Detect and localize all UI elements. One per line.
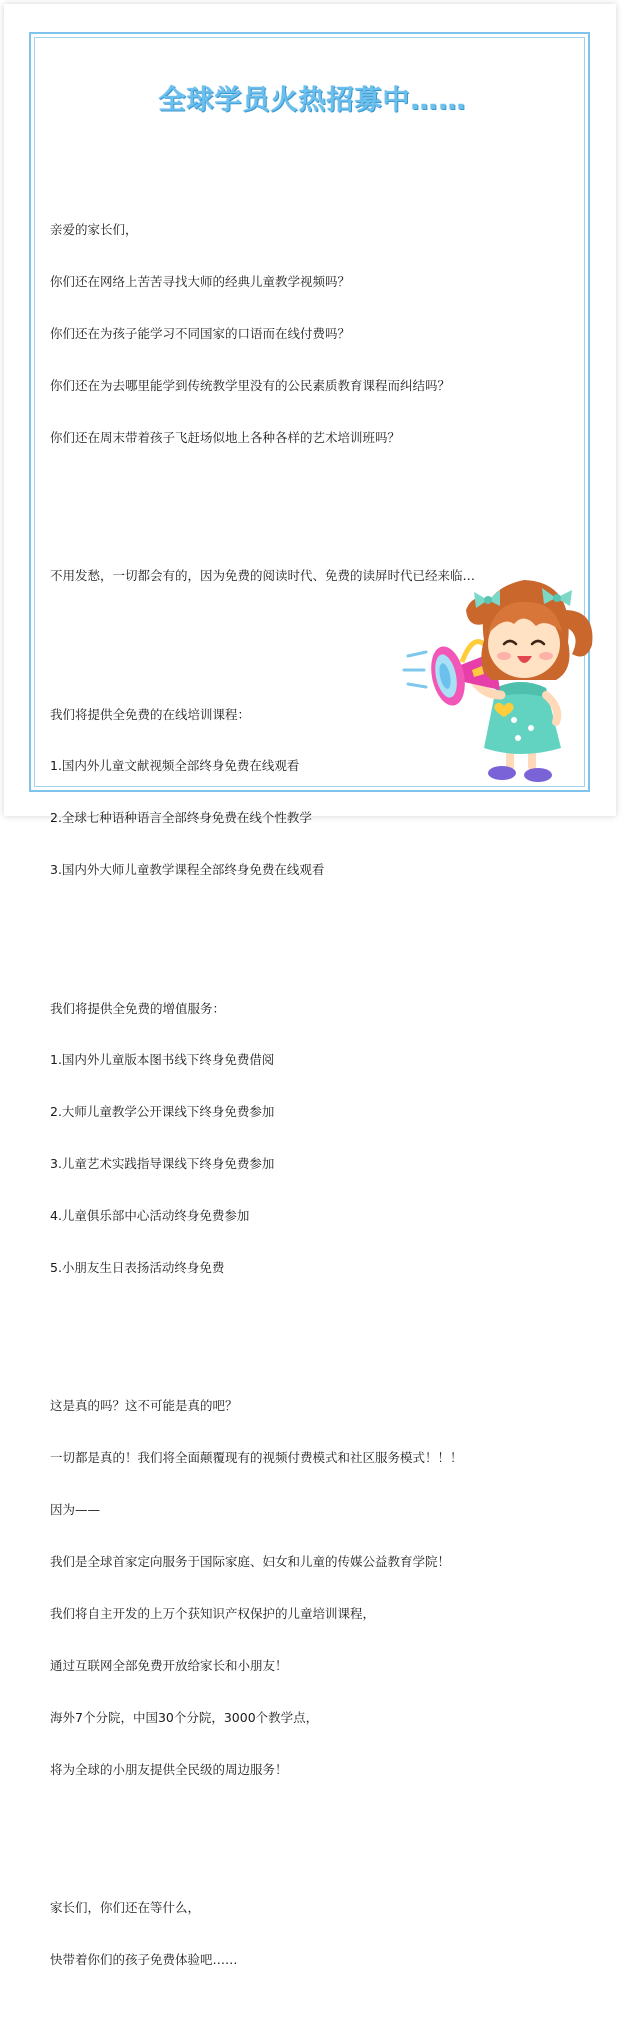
article-body [50,152,590,2037]
text-line: 你们还在周末带着孩子飞赶场似地上各种各样的艺术培训班吗？ [50,429,401,445]
text-line: 通过互联网全部免费开放给家长和小朋友！ [50,1657,288,1673]
text-line: 我们将提供全免费的在线培训课程： [50,706,251,722]
sound-wave-icon [404,652,426,687]
text-line: 一切都是真的！我们将全面颠覆现有的视频付费模式和社区服务模式！！！ [50,1450,463,1466]
text-line: 你们还在为去哪里能学到传统教学里没有的公民素质教育课程而纠结吗？ [50,377,451,393]
text-line: 我们将自主开发的上万个获知识产权保护的儿童培训课程， [50,1605,376,1621]
text-line: 不用发愁，一切都会有的，因为免费的阅读时代、免费的读屏时代已经来临… [50,568,476,584]
text-line: 1.国内外儿童文献视频全部终身免费在线观看 [50,758,300,774]
paragraph-value-services [50,965,590,1311]
text-line: 2.大师儿童教学公开课线下终身免费参加 [50,1104,275,1120]
girl-with-megaphone-icon [396,570,616,795]
text-line: 亲爱的家长们， [50,222,138,238]
text-line: 你们还在为孩子能学习不同国家的口语而在线付费吗？ [50,325,351,341]
text-line: 快带着你们的孩子免费体验吧…… [50,1951,238,1967]
text-line: 3.儿童艺术实践指导课线下终身免费参加 [50,1156,275,1172]
paragraph-closing [50,1864,590,2002]
text-line: 2.全球七种语种语言全部终身免费在线个性教学 [50,810,312,826]
text-line: 因为—— [50,1502,101,1518]
text-line: 3.国内外大师儿童教学课程全部终身免费在线观看 [50,862,325,878]
paragraph-is-it-true [50,1363,590,1813]
text-line: 你们还在网络上苦苦寻找大师的经典儿童教学视频吗？ [50,274,351,290]
text-line: 我们是全球首家定向服务于国际家庭、妇女和儿童的传媒公益教育学院！ [50,1554,451,1570]
paragraph-greeting [50,187,590,481]
text-line: 海外7个分院，中国30个分院，3000个教学点， [50,1709,319,1725]
text-line: 家长们，你们还在等什么， [50,1899,201,1915]
page-title: 全球学员火热招募中…… [158,85,467,116]
text-line: 1.国内外儿童版本图书线下终身免费借阅 [50,1052,275,1068]
text-line: 这是真的吗？这不可能是真的吧？ [50,1398,238,1414]
text-line: 5.小朋友生日表扬活动终身免费 [50,1260,225,1275]
text-line: 我们将提供全免费的增值服务： [50,1000,226,1016]
text-line: 将为全球的小朋友提供全民级的周边服务！ [50,1761,288,1777]
text-line: 4.儿童俱乐部中心活动终身免费参加 [50,1208,250,1224]
